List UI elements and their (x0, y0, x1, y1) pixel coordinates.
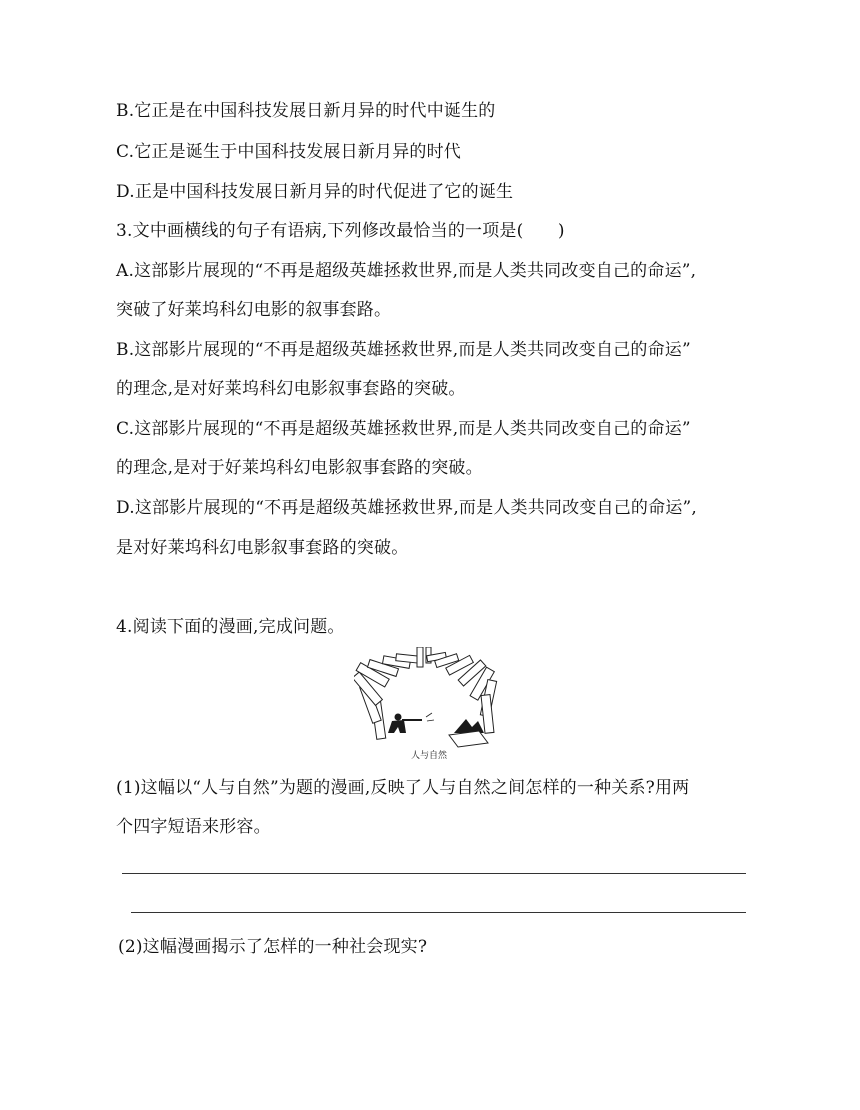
q3-option-a-line1: A.这部影片展现的“不再是超级英雄拯救世界,而是人类共同改变自己的命运”, (116, 261, 697, 281)
sub-question-1-line1: (1)这幅以“人与自然”为题的漫画,反映了人与自然之间怎样的一种关系?用两 (116, 778, 690, 798)
q3-option-c-line2: 的理念,是对于好莱坞科幻电影叙事套路的突破。 (116, 458, 483, 478)
cartoon-caption: 人与自然 (410, 751, 447, 761)
option-d-q2: D.正是中国科技发展日新月异的时代促进了它的诞生 (116, 182, 514, 202)
q3-option-b-line1: B.这部影片展现的“不再是超级英雄拯救世界,而是人类共同改变自己的命运” (116, 340, 691, 360)
cartoon-illustration (354, 647, 504, 767)
sub-question-1-line2: 个四字短语来形容。 (116, 817, 271, 837)
question-4-stem: 4.阅读下面的漫画,完成问题。 (116, 617, 345, 637)
q3-option-c-line1: C.这部影片展现的“不再是超级英雄拯救世界,而是人类共同改变自己的命运” (116, 419, 691, 439)
answer-line-2[interactable] (131, 912, 746, 913)
q3-option-a-line2: 突破了好莱坞科幻电影的叙事套路。 (116, 300, 392, 320)
option-b-q2: B.它正是在中国科技发展日新月异的时代中诞生的 (116, 101, 496, 121)
sub-question-2: (2)这幅漫画揭示了怎样的一种社会现实? (118, 937, 428, 957)
answer-line-1[interactable] (122, 873, 746, 874)
q3-option-d-line1: D.这部影片展现的“不再是超级英雄拯救世界,而是人类共同改变自己的命运”, (116, 498, 698, 518)
option-c-q2: C.它正是诞生于中国科技发展日新月异的时代 (116, 142, 462, 162)
question-3-stem: 3.文中画横线的句子有语病,下列修改最恰当的一项是( ) (116, 221, 565, 241)
q3-option-b-line2: 的理念,是对好莱坞科幻电影叙事套路的突破。 (116, 379, 466, 399)
q3-option-d-line2: 是对好莱坞科幻电影叙事套路的突破。 (116, 538, 409, 558)
